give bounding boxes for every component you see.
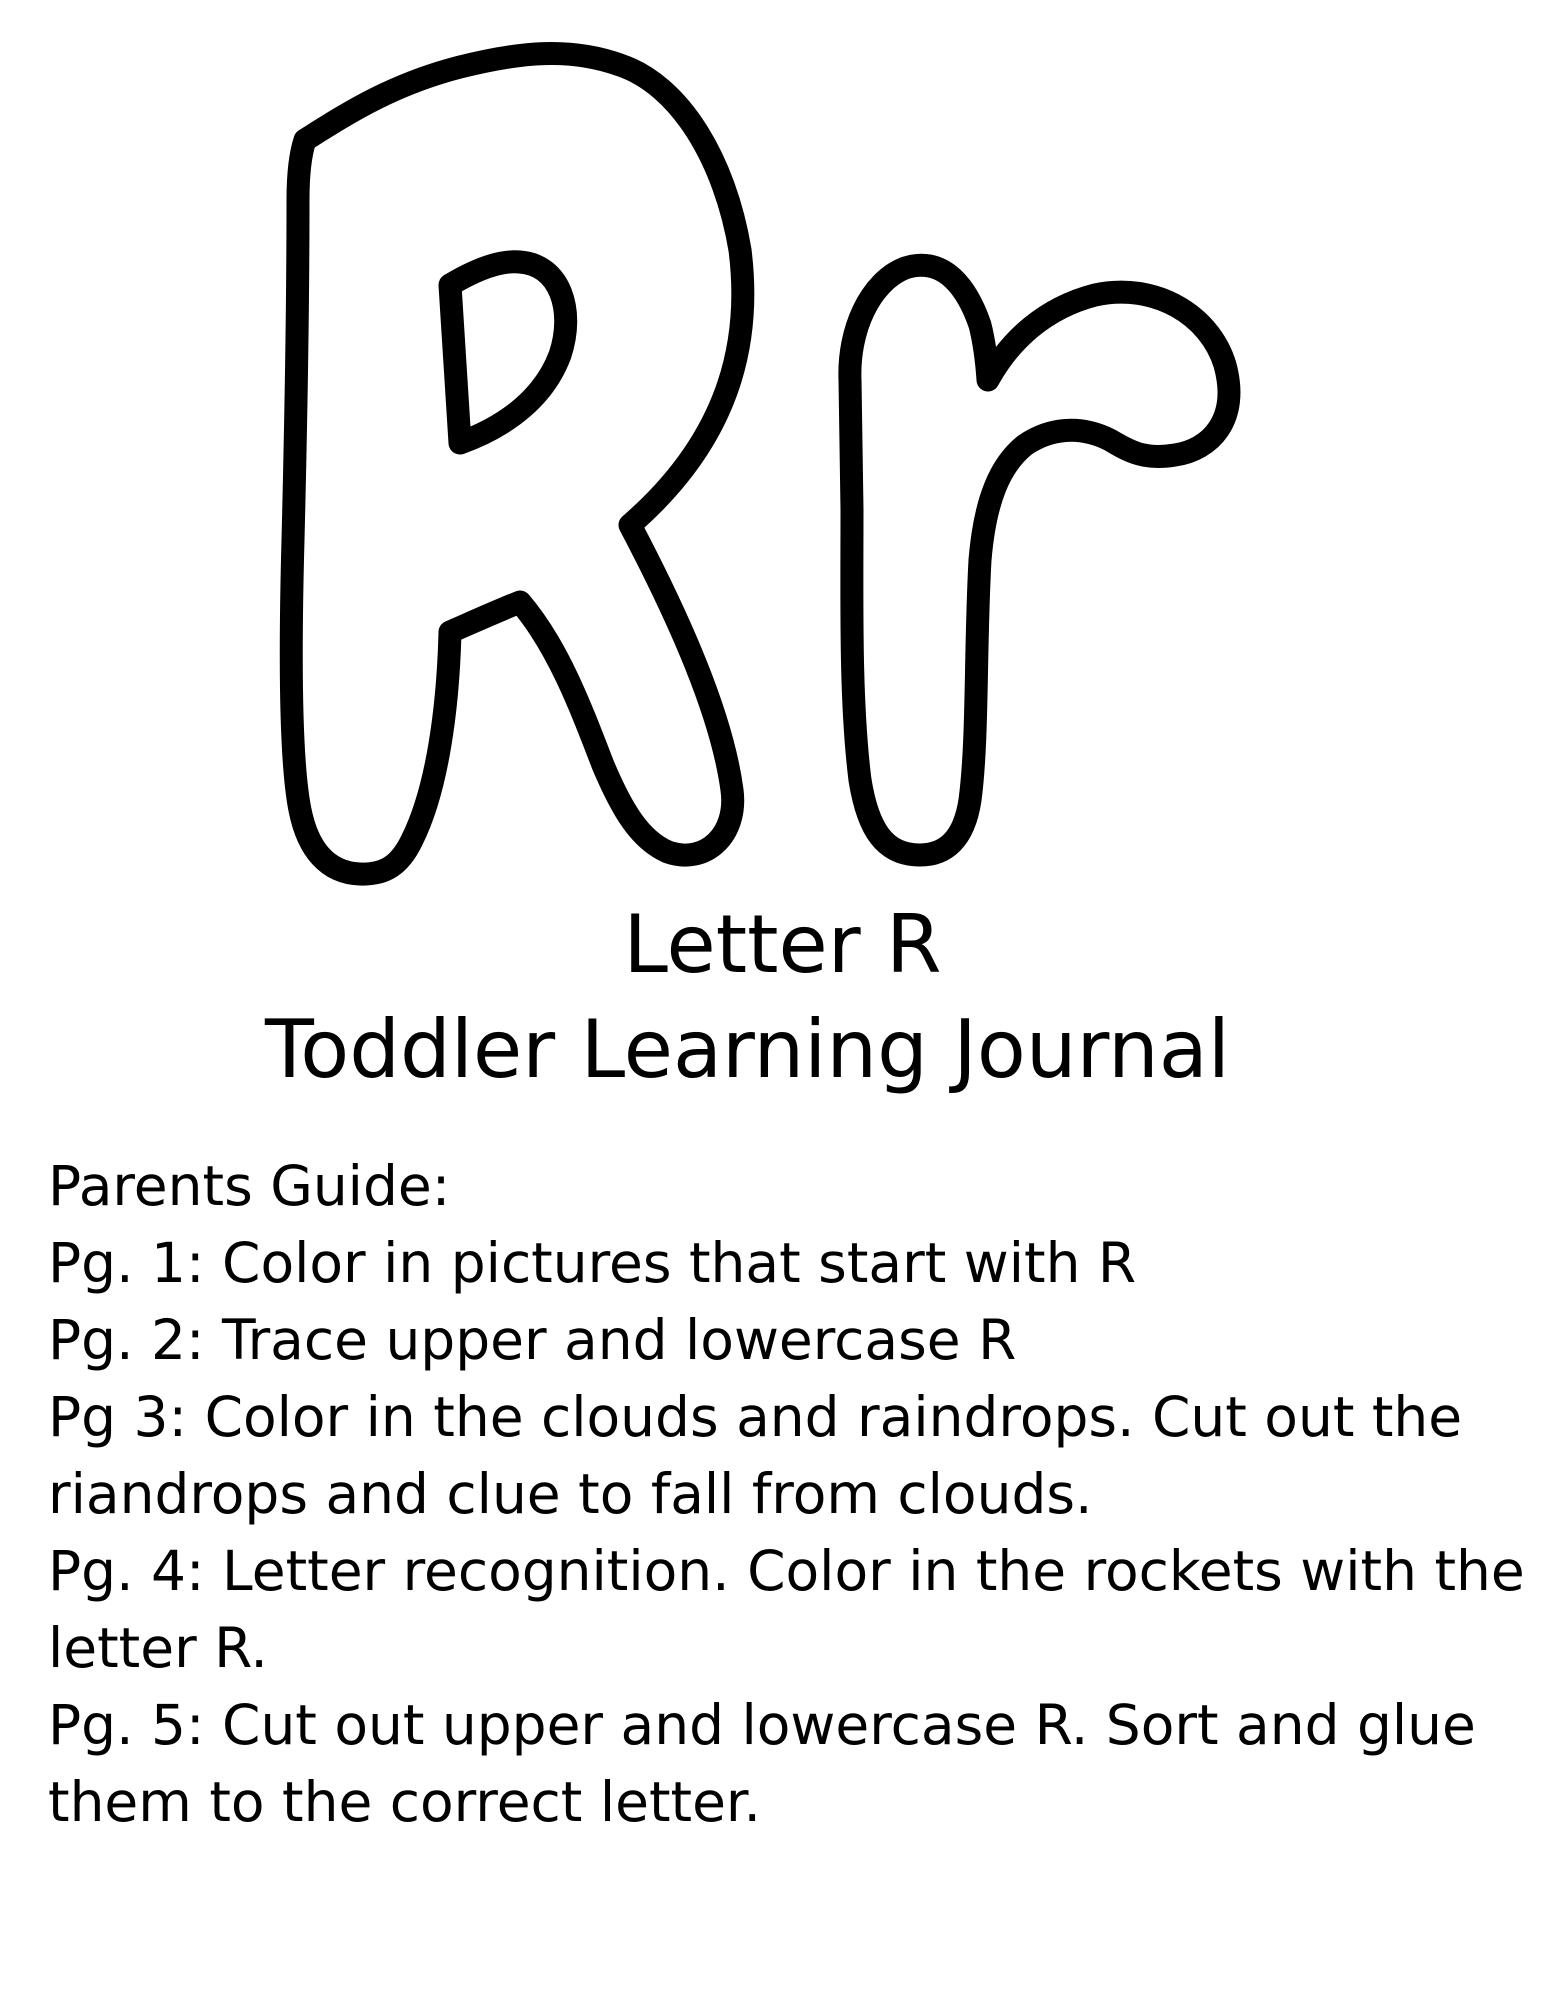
guide-line: them to the correct letter. [48,1770,761,1834]
guide-line: Pg. 4: Letter recognition. Color in the rockets with the [48,1539,1525,1603]
bubble-letters-r-uppercase-lowercase [270,40,1280,900]
parents-guide [48,1148,1525,1841]
guide-line: Pg. 1: Color in pictures that start with R [48,1231,1137,1295]
guide-line: Pg 3: Color in the clouds and raindrops. Cut out the [48,1385,1463,1449]
uppercase-r-outline [291,53,743,874]
guide-line: riandrops and clue to fall from clouds. [48,1462,1093,1526]
uppercase-r-counter [450,262,566,443]
parents-guide-heading: Parents Guide: [48,1154,451,1218]
guide-line: Pg. 5: Cut out upper and lowercase R. Sort and glue [48,1693,1476,1757]
guide-line: Pg. 2: Trace upper and lowercase R [48,1308,1017,1372]
lowercase-r-outline [850,265,1229,855]
guide-line: letter R. [48,1616,268,1680]
page-subtitle: Toddler Learning Journal [265,1003,1230,1096]
page-title: Letter R [623,898,942,991]
